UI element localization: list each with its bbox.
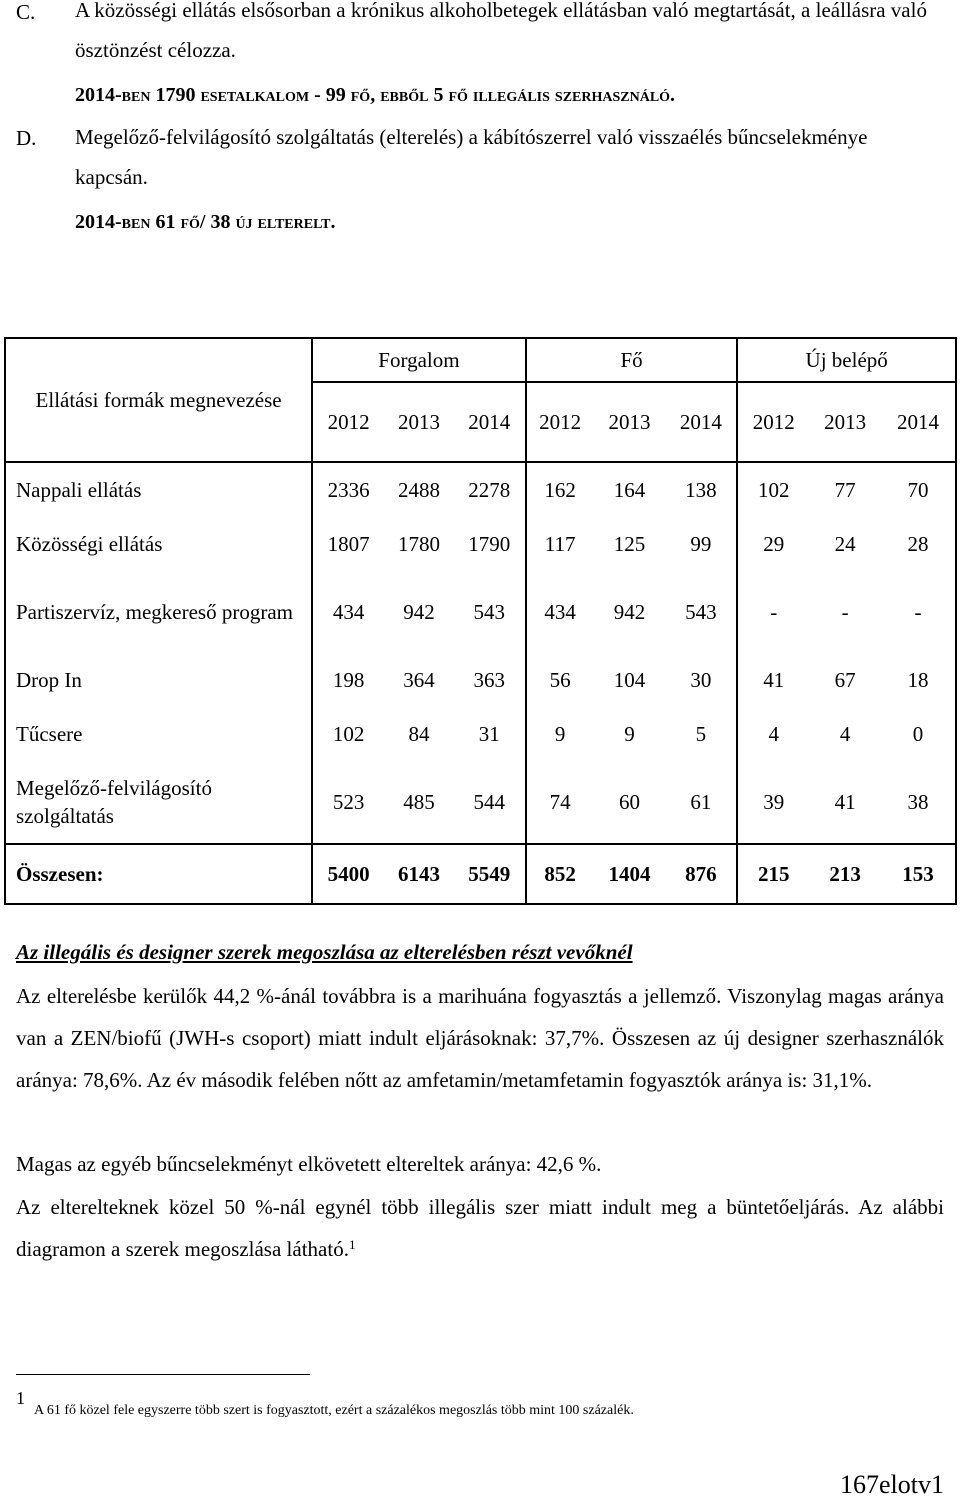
table-cell: 102 — [312, 707, 384, 761]
item-c-stat: 2014-ben 1790 esetalkalom - 99 fő, ebből 5 fő illegális szerhasználó. — [75, 84, 676, 106]
table-cell: 84 — [408, 721, 430, 746]
table-cell: 153 — [881, 844, 956, 904]
table-cell: 4 — [839, 721, 851, 746]
table-cell: 5549 — [454, 844, 526, 904]
table-cell: 28 — [881, 517, 956, 571]
table-cell: 213 — [809, 844, 881, 904]
row-name: Drop In — [5, 653, 312, 707]
table-cell: 4 — [737, 707, 809, 761]
table-cell: 67 — [834, 667, 856, 692]
footnote-number: 1 — [16, 1388, 25, 1408]
table-cell: 39 — [737, 761, 809, 844]
table-cell: 164 — [613, 477, 646, 502]
table-cell: 9 — [624, 721, 635, 746]
column-header-forms-text: Ellátási formák megnevezése — [35, 387, 282, 412]
table-row — [5, 462, 956, 517]
table-cell: 41 — [834, 789, 856, 814]
table-cell: 852 — [526, 844, 594, 904]
table-cell: 41 — [737, 653, 809, 707]
table-cell: 0 — [881, 707, 956, 761]
table-cell: 61 — [690, 789, 712, 814]
table-cell: 31 — [478, 721, 500, 746]
table-total-row — [5, 844, 956, 904]
table-row — [5, 707, 956, 761]
table-cell: - — [737, 571, 809, 653]
section-paragraph-3 — [16, 1186, 944, 1270]
year-header: 2012 — [526, 382, 594, 462]
table-cell: 162 — [526, 462, 594, 517]
section-paragraph-3-text: Az elterelteknek közel 50 %-nál egynél több illegális szer miatt indult meg a büntetőeljárás. Az alábbi diagramon a szerek megoszlása látható. — [16, 1195, 944, 1261]
table-cell: 942 — [613, 599, 646, 624]
item-d-text-content: Megelőző-felvilágosító szolgáltatás (elterelés) a kábítószerrel való visszaélés bűncselekménye kapcsán. — [75, 125, 868, 189]
table-cell: 523 — [312, 761, 384, 844]
table-row — [5, 571, 956, 653]
table-cell: 30 — [690, 667, 712, 692]
table-cell: 2278 — [468, 477, 511, 502]
item-c-text-content: A közösségi ellátás elsősorban a krónikus alkoholbetegek ellátásban való megtartását, a leállásra való ösztönzést célozza. — [75, 0, 927, 62]
table-cell: 1780 — [397, 531, 440, 556]
year-header: 2014 — [665, 382, 737, 462]
table-cell: 485 — [403, 789, 435, 814]
table-cell: 5400 — [312, 844, 384, 904]
table-cell: 104 — [613, 667, 646, 692]
table-cell: 74 — [526, 761, 594, 844]
group-header-uj-belepo: Új belépő — [737, 338, 956, 382]
table-cell: 24 — [834, 531, 856, 556]
table-cell: 60 — [619, 789, 641, 814]
item-d-text — [75, 117, 944, 197]
year-header: 2012 — [312, 382, 384, 462]
year-header: 2014 — [881, 382, 956, 462]
year-header: 2012 — [737, 382, 809, 462]
table-cell: 1807 — [312, 517, 384, 571]
table-cell: 1790 — [468, 531, 511, 556]
list-letter-c: C. — [16, 0, 36, 24]
row-name: Közösségi ellátás — [5, 517, 312, 571]
item-d-stat: 2014-ben 61 fő/ 38 új elterelt. — [75, 211, 336, 233]
footnote-reference[interactable]: 1 — [348, 1237, 356, 1252]
row-name: Megelőző-felvilágosító szolgáltatás — [5, 761, 312, 844]
section-paragraph-2: Magas az egyéb bűncselekményt elkövetett eltereltek aránya: 42,6 %. — [16, 1152, 602, 1176]
table-cell: 29 — [737, 517, 809, 571]
row-name: Nappali ellátás — [5, 462, 312, 517]
table-cell: 198 — [312, 653, 384, 707]
table-cell: 5 — [695, 721, 707, 746]
group-header-forgalom: Forgalom — [312, 338, 526, 382]
year-header: 2013 — [594, 382, 666, 462]
year-header: 2014 — [454, 382, 526, 462]
table-cell: 18 — [881, 653, 956, 707]
footnote-separator — [16, 1374, 310, 1375]
table-cell: 102 — [737, 462, 809, 517]
list-letter-d: D. — [16, 126, 37, 150]
care-forms-table — [4, 337, 957, 905]
table-cell: 38 — [881, 761, 956, 844]
table-cell: 125 — [613, 531, 646, 556]
table-cell: 363 — [473, 667, 506, 692]
year-header: 2013 — [384, 382, 454, 462]
section-heading: Az illegális és designer szerek megoszlása az elterelésben részt vevőknél — [16, 940, 633, 964]
table-row — [5, 653, 956, 707]
total-label: Összesen: — [5, 844, 312, 904]
table-cell: 543 — [473, 599, 506, 624]
table-cell: 56 — [526, 653, 594, 707]
table-cell: 215 — [737, 844, 809, 904]
table-cell: - — [841, 599, 849, 624]
table-cell: 2336 — [312, 462, 384, 517]
table-cell: 9 — [526, 707, 594, 761]
year-header: 2013 — [809, 382, 881, 462]
table-cell: 6143 — [384, 844, 454, 904]
section-paragraph-1: Az elterelésbe kerülők 44,2 %-ánál továbbra is a marihuána fogyasztás a jellemző. Viszonylag magas aránya van a ZEN/biofű (JWH-s csoport) miatt indult eljárásoknak: 37,7%. Összesen az új designer szerhasználók aránya: 78,6%. Az év második felében nőtt az amfetamin/metamfetamin fogyasztók aránya is: 31,1%. — [16, 984, 944, 1092]
table-cell: 544 — [473, 789, 506, 814]
table-cell: 364 — [403, 667, 435, 692]
page-identifier: 167elotv1 — [840, 1470, 944, 1499]
table-cell: 77 — [834, 477, 856, 502]
column-header-forms — [5, 338, 312, 462]
table-row — [5, 517, 956, 571]
table-cell: 876 — [665, 844, 737, 904]
row-name: Tűcsere — [5, 707, 312, 761]
table-cell: 1404 — [594, 844, 666, 904]
table-cell: 2488 — [397, 477, 440, 502]
table-cell: - — [881, 571, 956, 653]
table-row — [5, 761, 956, 844]
table-cell: 117 — [526, 517, 594, 571]
row-name: Partiszervíz, megkereső program — [5, 571, 312, 653]
table-cell: 543 — [685, 599, 717, 624]
table-cell: 942 — [403, 599, 435, 624]
table-cell: 434 — [312, 571, 384, 653]
table-cell: 138 — [685, 477, 717, 502]
item-c-text — [75, 0, 944, 70]
group-header-fo: Fő — [526, 338, 738, 382]
table-cell: 434 — [526, 571, 594, 653]
table-cell: 70 — [881, 462, 956, 517]
footnote-text: A 61 fő közel fele egyszerre több szert is fogyasztott, ezért a százalékos megoszlás több mint 100 százalék. — [34, 1403, 634, 1418]
table-cell: 99 — [690, 531, 712, 556]
